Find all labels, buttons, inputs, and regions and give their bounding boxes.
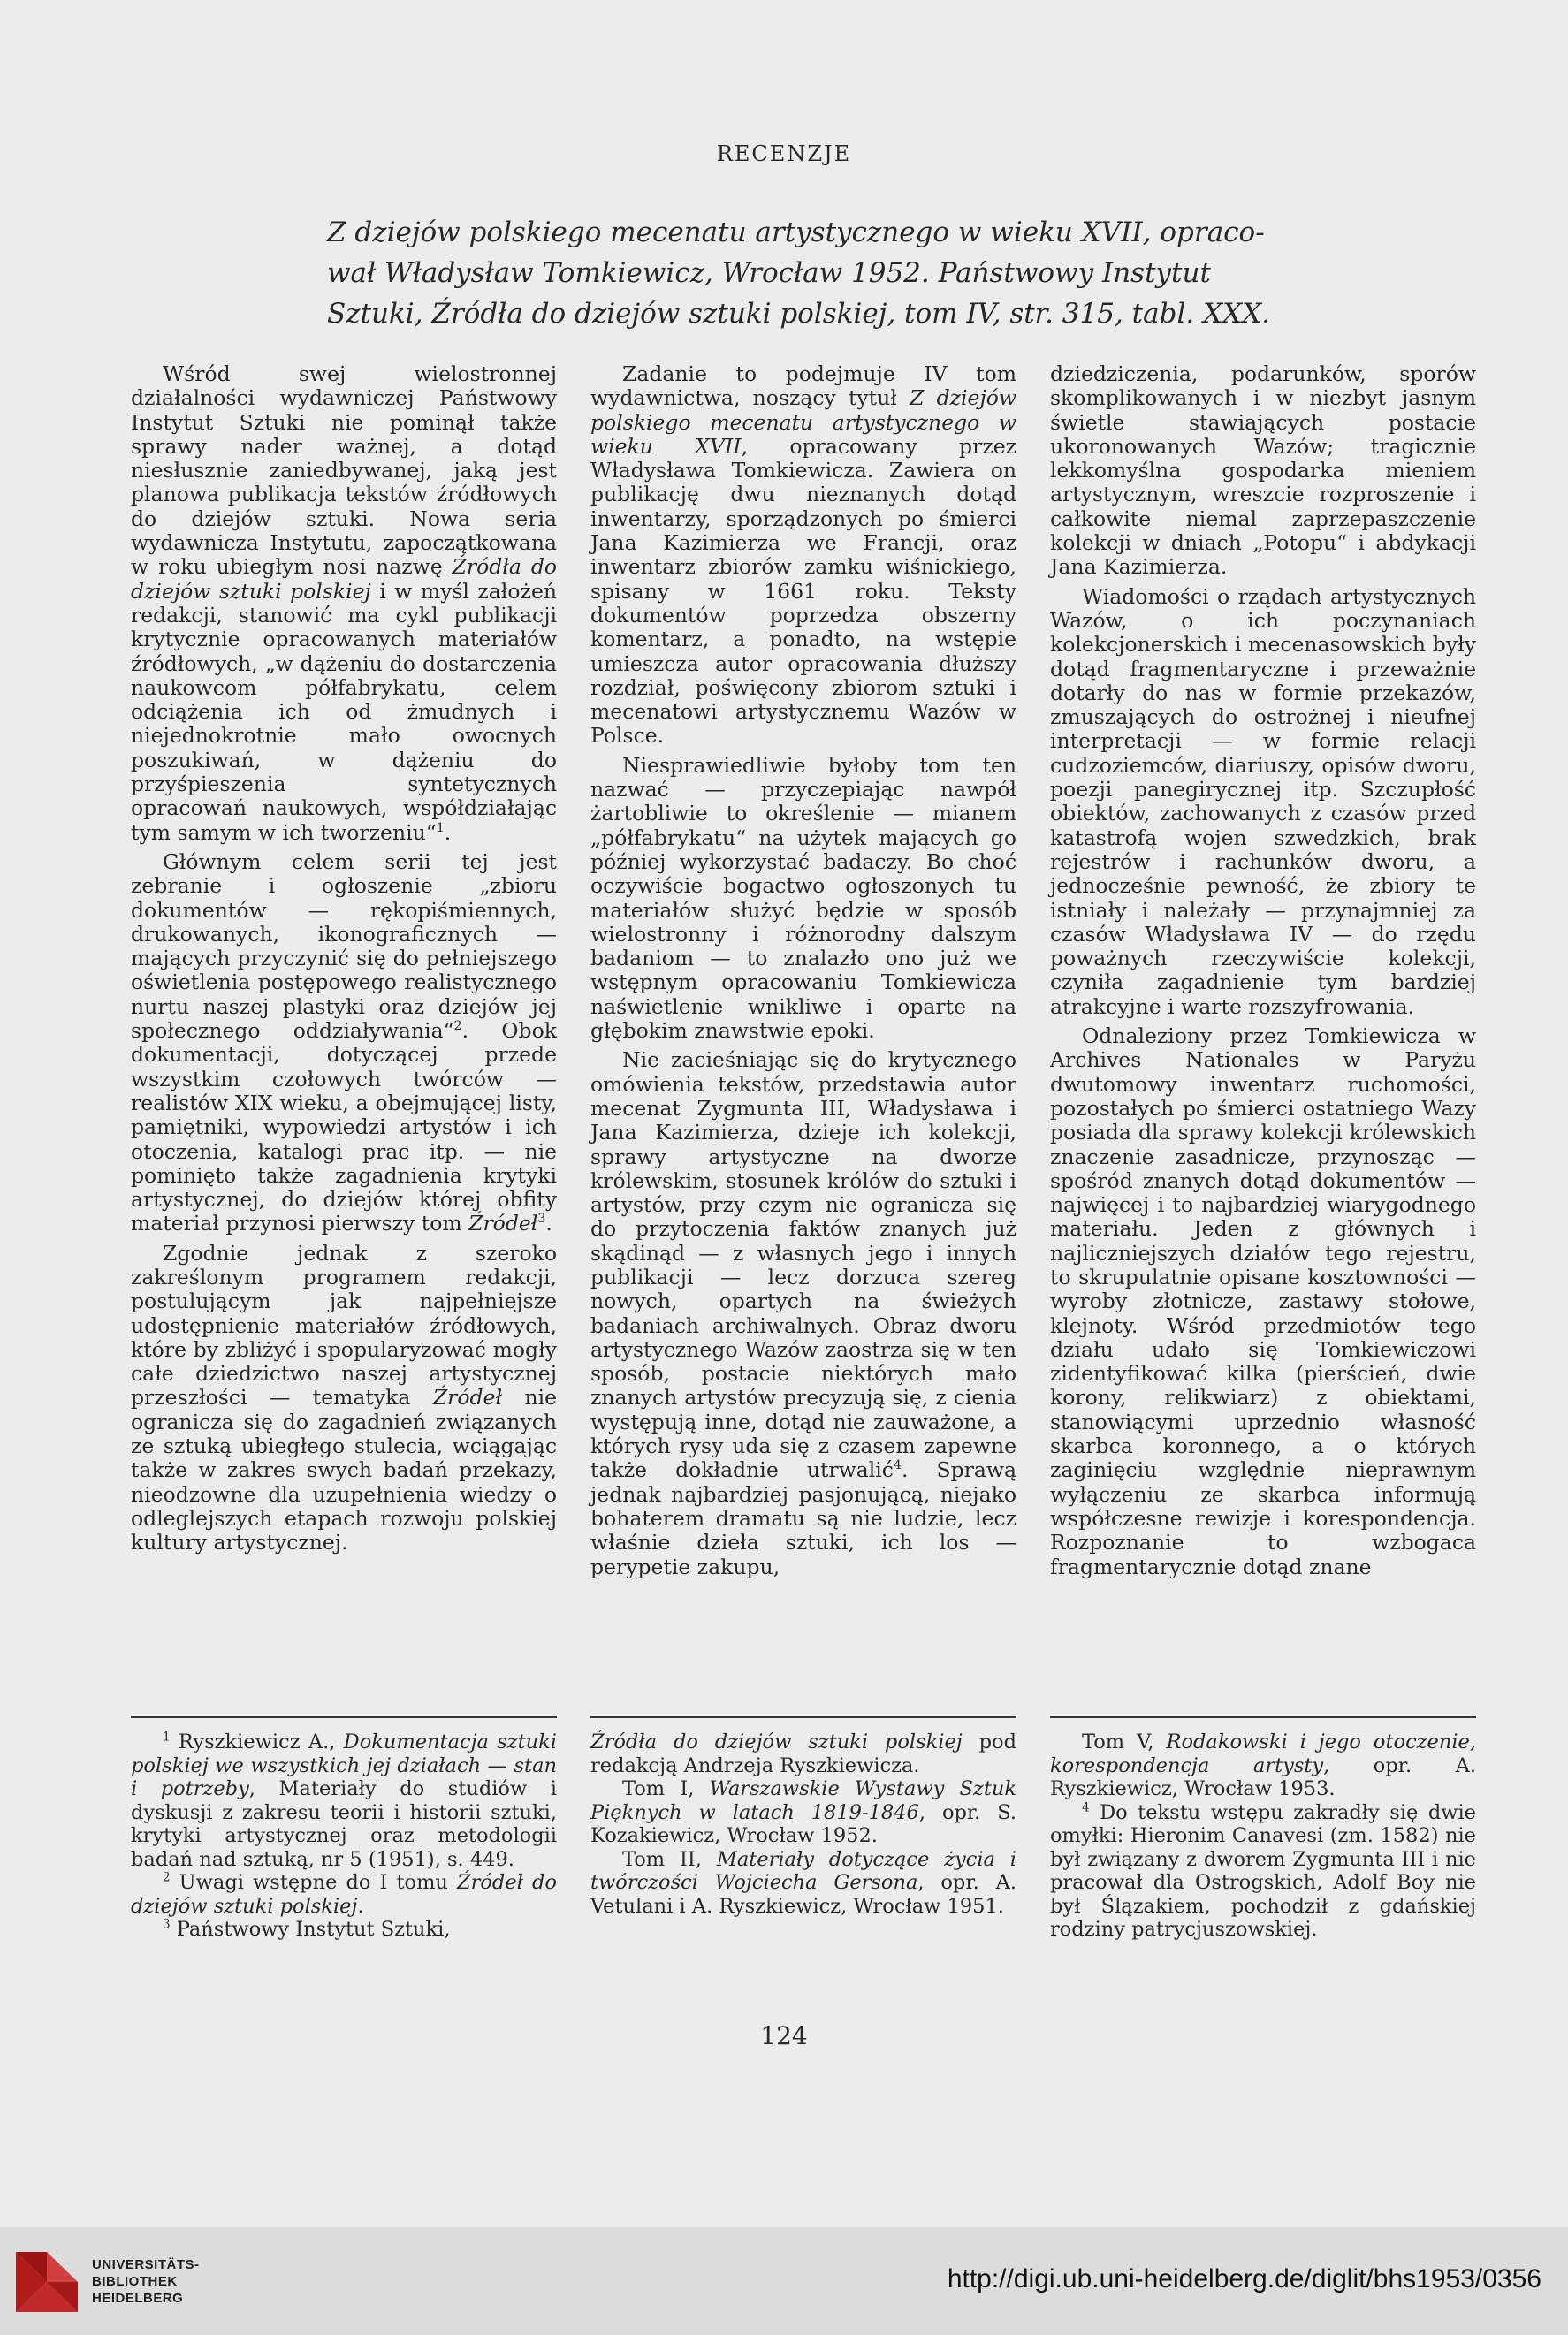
footnote-marker: 2 xyxy=(163,1870,171,1885)
paragraph xyxy=(131,850,557,1236)
heidelberg-library-logo-icon xyxy=(12,2247,81,2316)
text-run: Zgodnie jednak z szeroko zakreślonym programem redakcji, postulującym jak najpełniejsze udostępnienie materiałów źródłowych, które by zbliżyć i spopularyzować mogły całe dziedzictwo naszej artystycznej przeszłości — tematyka xyxy=(131,1240,557,1411)
text-run: . Sprawą jednak najbardziej pasjonującą, niejako bohaterem dramatu są nie ludzie, lecz właśnie dzieła sztuki, ich los — perypetie zakupu, xyxy=(590,1457,1017,1579)
paragraph xyxy=(131,1918,557,1942)
text-run: . xyxy=(357,1894,364,1918)
body-column-2 xyxy=(590,362,1016,1579)
text-run: , Materiały do studiów i dyskusji z zakresu teorii i historii sztuki, krytyki artystycznej oraz metodologii badań nad sztuką, nr 5 (1951), s. 449. xyxy=(131,1777,557,1871)
text-run: Tom I, xyxy=(622,1777,710,1800)
text-run: Ryszkiewicz A., xyxy=(170,1730,344,1753)
paragraph xyxy=(1050,362,1476,580)
paragraph xyxy=(590,1048,1016,1579)
library-name-line: BIBLIOTHEK xyxy=(92,2274,178,2289)
title-line: Sztuki, Źródła do dziejów sztuki polskiej, tom IV, str. 315, tabl. XXX. xyxy=(327,298,1271,330)
paragraph xyxy=(590,754,1016,1044)
text-run: Głównym celem serii tej jest zebranie i ogłoszenie „zbioru dokumentów — rękopiśmiennych, drukowanych, ikonograficznych — mających przyczynić się do pełniejszego oświetlenia postępowego realistycznego nurtu naszej plastyki oraz dziejów jej społecznego oddziaływania“ xyxy=(131,848,557,1044)
title-line: Z dziejów polskiego mecenatu artystycznego w wieku XVII, opraco- xyxy=(327,217,1265,248)
text-run: Tom II, xyxy=(622,1847,717,1871)
text-run: Niesprawiedliwie byłoby tom ten nazwać — przyczepiając nawpół żartobliwie to określenie — mianem „półfabrykatu“ na użytek mających go później wykorzystać badaczy. Bo choć oczywiście bogactwo ogłoszonych tu materiałów służyć będzie w sposób wielostronny i różnorodny dalszym badaniom — to znalazło ono już we wstępnym opracowaniu Tomkiewicza naświetlenie wnikliwe i oparte na głębokim znawstwie epoki. xyxy=(590,752,1016,1044)
paragraph xyxy=(1050,1730,1476,1801)
library-name-line: UNIVERSITÄTS- xyxy=(92,2257,200,2272)
italic-text: Źródła do dziejów sztuki polskiej xyxy=(131,554,558,604)
footnotes-column-1 xyxy=(131,1730,557,1942)
text-run: nie ogranicza się do zagadnień związanych ze sztuką ubiegłego stulecia, wciągając także w zakres swych badań przekazy, nieodzowne dla uzupełnienia wiedzy o odleglejszych etapach rozwoju polskiej kultury artystycznej. xyxy=(131,1385,558,1555)
footnote-separator xyxy=(131,1716,557,1718)
footnote-marker: 3 xyxy=(537,1212,546,1227)
text-run: . xyxy=(444,819,452,845)
running-head: RECENZJE xyxy=(716,141,852,166)
source-url-link[interactable]: http://digi.ub.uni-heidelberg.de/diglit/bhs1953/0356 xyxy=(947,2264,1541,2293)
footnote-marker: 2 xyxy=(453,1019,462,1034)
text-run: Państwowy Instytut Sztuki, xyxy=(170,1918,451,1941)
italic-text: Źródeł xyxy=(432,1385,503,1411)
body-column-1 xyxy=(131,362,557,1555)
library-name-line: HEIDELBERG xyxy=(92,2291,184,2306)
paragraph xyxy=(131,1242,557,1555)
paragraph xyxy=(1050,1801,1476,1942)
text-run: Zadanie to podejmuje IV tom wydawnictwa, noszący tytuł xyxy=(590,361,1016,411)
text-run: Wiadomości o rządach artystycznych Wazów, o ich poczynaniach kolekcjonerskich i mecenasowskich były dotąd fragmentaryczne i przeważnie dotarły do nas w formie przekazów, zmuszających do ostrożnej i nieufnej interpretacji — w formie relacji cudzoziemców, diariuszy, opisów dworu, poezji panegirycznej itp. Szczupłość obiektów, zachowanych z czasów przed katastrofą wojen szwedzkich, brak rejestrów i rachunków dworu, a jednocześnie pewność, że zbiory te istniały i należały — przynajmniej za czasów Władysława IV — do rzędu poważnych rzeczywiście kolekcji, czyniła zagadnienie tym bardziej atrakcyjne i warte rozszyfrowania. xyxy=(1050,583,1476,1019)
library-name xyxy=(92,2256,200,2307)
paragraph xyxy=(590,1777,1016,1848)
footnote-marker: 3 xyxy=(163,1917,171,1932)
library-footer xyxy=(0,2227,1568,2335)
page-number: 124 xyxy=(760,2021,808,2050)
review-title xyxy=(327,212,1308,334)
italic-text: Rodakowski i jego otoczenie, korespondencja artysty xyxy=(1050,1730,1476,1777)
text-run: i w myśl założeń redakcji, stanowić ma cykl publikacji krytycznie opracowanych materiałów źródłowych, „w dążeniu do dostarczenia naukowcom półfabrykatu, celem odciążenia ich od żmudnych i niejednokrotnie mało owocnych poszukiwań, w dążeniu do przyśpieszenia syntetycznych opracowań naukowych, współdziałając tym samym w ich tworzeniu“ xyxy=(131,578,557,845)
body-column-3 xyxy=(1050,362,1476,1579)
italic-text: Z dziejów polskiego mecenatu artystycznego w wieku XVII xyxy=(590,385,1016,459)
footnote-separator xyxy=(590,1716,1016,1718)
paragraph xyxy=(590,362,1016,749)
text-run: . Obok dokumentacji, dotyczącej przede wszystkim czołowych twórców — realistów XIX wieku, a obejmującej listy, pamiętniki, wypowiedzi artystów i ich otoczenia, katalogi prac itp. — nie pominięto także zagadnienia krytyki artystycznej, do dziejów której obfity materiał przynosi pierwszy tom xyxy=(131,1018,557,1236)
text-run: dziedziczenia, podarunków, sporów skomplikowanych i w niezbyt jasnym świetle stawiających postacie ukoronowanych Wazów; tragicznie lekkomyślna gospodarka mieniem artystycznym, wreszcie rozproszenie i całkowite niemal zaprzepaszczenie kolekcji w dniach „Potopu“ i abdykacji Jana Kazimierza. xyxy=(1050,361,1476,580)
italic-text: Źródeł do dziejów sztuki polskiej xyxy=(131,1871,557,1918)
footnote-marker: 1 xyxy=(163,1730,171,1745)
text-run: , opracowany przez Władysława Tomkiewicza. Zawiera on publikację dwu nieznanych dotąd inwentarzy, sporządzonych po śmierci Jana Kazimierza we Francji, oraz inwentarz zbiorów zamku wiśnickiego, spisany w 1661 roku. Teksty dokumentów poprzedza obszerny komentarz, a ponadto, na wstępie umieszcza autor opracowania dłuższy rozdział, poświęcony zbiorom sztuki i mecenatowi artystycznemu Wazów w Polsce. xyxy=(590,433,1017,749)
italic-text: Materiały dotyczące życia i twórczości Wojciecha Gersona xyxy=(590,1847,1016,1894)
paragraph xyxy=(131,362,557,845)
text-run: Wśród swej wielostronnej działalności wydawniczej Państwowy Instytut Sztuki nie pominął także sprawy nader ważnej, a dotąd niesłusznie zaniedbywanej, jaką jest planowa publikacja tekstów źródłowych do dziejów sztuki. Nowa seria wydawnicza Instytutu, zapoczątkowana w roku ubiegłym nosi nazwę xyxy=(131,361,557,580)
footnotes-column-2 xyxy=(590,1730,1016,1918)
text-run: Odnaleziony przez Tomkiewicza w Archives Nationales w Paryżu dwutomowy inwentarz ruchomości, pozostałych po śmierci ostatniego Wazy posiada dla sprawy kolekcji królewskich znaczenie zasadnicze, przynosząc — spośród znanych dotąd dokumentów — najwięcej i to najbardziej wiarygodnego materiału. Jeden z głównych i najliczniejszych działów tego rejestru, to skrupulatnie opisane kosztowności — wyroby złotnicze, zastawy stołowe, klejnoty. Wśród przedmiotów tego działu udało się Tomkiewiczowi zidentyfikować kilka (pierścień, dwie korony, relikwiarz) z obiektami, stanowiącymi uprzednio własność skarbca koronnego, a o których zaginięciu względnie nieprawnym wyłączeniu ze skarbca informują współczesne rewizje i korespondencja. Rozpoznanie to wzbogaca fragmentarycznie dotąd znane xyxy=(1050,1023,1476,1579)
paragraph xyxy=(131,1730,557,1871)
paragraph xyxy=(590,1848,1016,1919)
text-run: Do tekstu wstępu zakradły się dwie omyłki: Hieronim Canavesi (zm. 1582) nie był związany z dworem Zygmunta III i nie pracował dla Ostrogskich, Adolf Boy nie był Ślązakiem, pochodził z gdańskiej rodziny patrycjuszowskiej. xyxy=(1050,1800,1476,1941)
footnote-marker: 4 xyxy=(1082,1800,1090,1814)
text-run: , opr. S. Kozakiewicz, Wrocław 1952. xyxy=(590,1800,1017,1847)
footnote-marker: 1 xyxy=(436,820,445,835)
text-run: , opr. A. Vetulani i A. Ryszkiewicz, Wrocław 1951. xyxy=(590,1871,1016,1918)
footnotes-column-3 xyxy=(1050,1730,1476,1942)
italic-text: Źródeł xyxy=(468,1211,538,1236)
footnote-separator xyxy=(1050,1716,1476,1718)
text-run: pod redakcją Andrzeja Ryszkiewicza. xyxy=(590,1730,1016,1777)
italic-text: Źródła do dziejów sztuki polskiej xyxy=(590,1730,963,1753)
text-run: Tom V, xyxy=(1082,1730,1167,1753)
text-run: Uwagi wstępne do I tomu xyxy=(170,1871,457,1894)
text-run: , opr. A. Ryszkiewicz, Wrocław 1953. xyxy=(1050,1753,1476,1800)
italic-text: Dokumentacja sztuki polskiej we wszystkich jej działach — stan i potrzeby xyxy=(131,1730,558,1800)
italic-text: Warszawskie Wystawy Sztuk Pięknych w latach 1819-1846 xyxy=(590,1777,1016,1824)
text-run: Nie zacieśniając się do krytycznego omówienia tekstów, przedstawia autor mecenat Zygmunta III, Władysława i Jana Kazimierza, dzieje ich kolekcji, sprawy artystyczne na dworze królewskim, stosunek królów do sztuki i artystów, przy czym nie ogranicza się do przytoczenia faktów znanych już skądinąd — z własnych jego i innych publikacji — lecz dorzuca szereg nowych, opartych na świeżych badaniach archiwalnych. Obraz dworu artystycznego Wazów zaostrza się w ten sposób, postacie niektórych mało znanych artystów precyzują się, z cienia występują inne, dotąd nie zauważone, a których rysy uda się z czasem zapewne także dokładnie utrwalić xyxy=(590,1047,1016,1483)
title-line: wał Władysław Tomkiewicz, Wrocław 1952. Państwowy Instytut xyxy=(327,257,1211,289)
paragraph xyxy=(1050,1024,1476,1579)
footnote-marker: 4 xyxy=(893,1458,902,1473)
paragraph xyxy=(1050,585,1476,1019)
text-run: . xyxy=(545,1211,552,1236)
paragraph xyxy=(131,1871,557,1918)
paragraph xyxy=(590,1730,1016,1777)
